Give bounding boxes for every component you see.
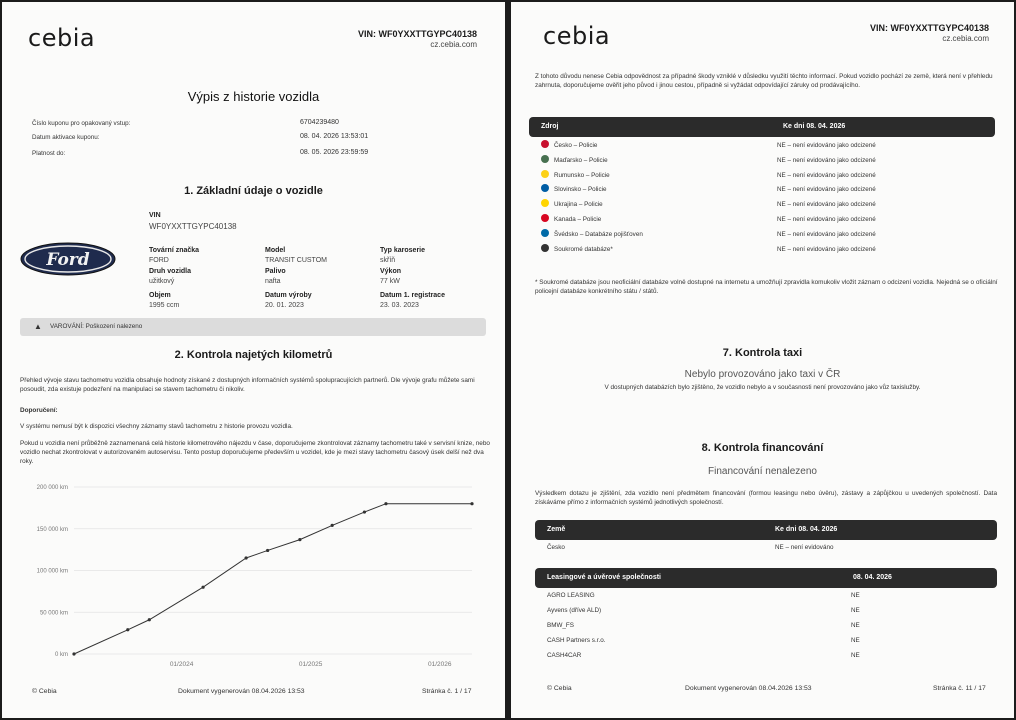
leasing-row-name: CASH4CAR: [547, 652, 582, 659]
footer-copyright: © Cebia: [547, 685, 572, 692]
spec-label: Druh vozidla: [149, 268, 192, 275]
country-row-name: Česko: [547, 544, 565, 551]
theft-row-source: [541, 154, 608, 168]
mileage-point: [72, 652, 75, 655]
theft-row-source-text: Maďarsko – Policie: [554, 156, 608, 164]
col-date: Ke dni 08. 04. 2026: [775, 526, 838, 533]
x-tick-label: 01/2025: [298, 661, 323, 668]
report-page-1: [2, 2, 505, 718]
mileage-intro: Přehled vývoje stavu tachometru vozidla obsahuje hodnoty získané z dostupných informačních systémů spolupracujících partnerů. Dle vývoje grafu můžete sami posoudit, zda existuje podezření na manipulaci se stavem tachometru či nikoliv.: [20, 377, 475, 393]
site-link[interactable]: cz.cebia.com: [942, 34, 989, 43]
mileage-point: [126, 628, 129, 631]
leasing-row-name: BMW_FS: [547, 622, 574, 629]
section-mileage: 2. Kontrola najetých kilometrů: [174, 349, 333, 361]
theft-row-status: NE – není evidováno jako odcizené: [777, 142, 876, 149]
country-table-header: [535, 520, 997, 540]
validity-label: Platnost do:: [32, 150, 66, 157]
footer-generated: Dokument vygenerován 08.04.2026 13:53: [178, 688, 305, 695]
spec-value: 77 kW: [380, 278, 400, 285]
spec-label: Datum výroby: [265, 292, 312, 299]
coupon-label: Číslo kuponu pro opakovaný vstup:: [32, 120, 131, 127]
spec-value: 20. 01. 2023: [265, 302, 304, 309]
spec-label: Tovární značka: [149, 247, 200, 254]
footer-page-number: Stránka č. 1 / 17: [422, 688, 472, 695]
coupon-value: 6704239480: [300, 119, 339, 126]
spec-value: 23. 03. 2023: [380, 302, 419, 309]
theft-row-source-text: Kanada – Policie: [554, 216, 602, 223]
mileage-point: [266, 549, 269, 552]
spec-label: Výkon: [380, 268, 402, 275]
spec-label: Objem: [149, 292, 171, 299]
col-country: Země: [547, 526, 566, 533]
theft-row-source-text: Švédsko – Databáze pojišťoven: [554, 230, 643, 238]
report-page-11: [511, 2, 1014, 718]
theft-row-status: NE – není evidováno jako odcizené: [777, 156, 876, 164]
activation-label: Datum aktivace kuponu:: [32, 134, 100, 141]
theft-row-status: NE – není evidováno jako odcizené: [777, 216, 876, 223]
theft-row-source: [541, 183, 607, 197]
site-link[interactable]: cz.cebia.com: [430, 40, 477, 49]
spec-value: skříň: [380, 257, 396, 264]
vin-header: [358, 29, 477, 49]
x-tick-label: 01/2026: [427, 661, 452, 668]
footer-generated: Dokument vygenerován 08.04.2026 13:53: [685, 685, 812, 692]
leasing-row-status: NE: [851, 592, 860, 599]
vin-label: VIN: [149, 212, 161, 219]
svg-text:Ford: Ford: [46, 250, 90, 270]
theft-row-source: [541, 213, 601, 227]
warning-text: VAROVÁNÍ: Poškození nalezeno: [50, 323, 143, 330]
theft-row-source-text: Slovinsko – Policie: [554, 186, 607, 194]
y-tick-label: 200 000 km: [36, 485, 68, 491]
country-row-status: NE – není evidováno: [775, 544, 834, 551]
taxi-text: V dostupných databázích bylo zjištěno, že vozidlo nebylo a v současnosti není provozováno jako vůz taxislužby.: [604, 384, 921, 391]
flag-icon: [541, 214, 549, 222]
col-source: Zdroj: [541, 123, 559, 130]
damage-warning-banner[interactable]: [20, 318, 486, 336]
theft-row-source-text: Rumunsko – Policie: [554, 171, 610, 179]
section-financing: 8. Kontrola financování: [701, 442, 824, 454]
leasing-row-status: NE: [851, 637, 860, 644]
spec-label: Palivo: [265, 268, 286, 275]
flag-icon: [541, 184, 549, 192]
vin-value: WF0YXXTTGYPC40138: [149, 222, 237, 231]
vin-header: [870, 23, 989, 43]
leasing-row-name: Ayvens (dříve ALD): [547, 607, 602, 614]
theft-row-source: [541, 139, 597, 153]
theft-row-status: NE – není evidováno jako odcizené: [777, 245, 876, 253]
activation-value: 08. 04. 2026 13:53:01: [300, 133, 369, 140]
theft-row-source: [541, 243, 613, 257]
validity-value: 08. 05. 2026 23:59:59: [300, 149, 369, 156]
theft-row-status: NE – není evidováno jako odcizené: [777, 171, 876, 179]
y-tick-label: 100 000 km: [36, 568, 68, 575]
mileage-point: [245, 556, 248, 559]
section-taxi: 7. Kontrola taxi: [722, 347, 803, 359]
flag-icon: [541, 199, 549, 207]
cebia-logo: cebia: [543, 22, 611, 50]
report-title: Výpis z historie vozidla: [187, 89, 320, 104]
spec-value: FORD: [149, 257, 169, 264]
financing-status: Financování nenalezeno: [708, 466, 817, 477]
mileage-chart: [2, 477, 505, 672]
theft-row-source-text: Soukromé databáze*: [554, 245, 613, 253]
leasing-row-status: NE: [851, 607, 860, 614]
spec-label: Datum 1. registrace: [380, 292, 445, 299]
spec-label: Typ karoserie: [380, 247, 426, 254]
mileage-point: [298, 538, 301, 541]
footer-page-number: Stránka č. 11 / 17: [933, 685, 986, 692]
theft-row-status: NE – není evidováno jako odcizené: [777, 186, 876, 194]
theft-row-source: [541, 169, 610, 183]
mileage-point: [331, 524, 334, 527]
spec-value: nafta: [265, 278, 281, 285]
col-company: Leasingové a úvěrové společnosti: [547, 574, 661, 581]
y-tick-label: 150 000 km: [36, 526, 68, 533]
theft-row-source-text: Česko – Policie: [554, 142, 598, 149]
financing-text: Výsledkem dotazu je zjištění, zda vozidlo není předmětem financování (formou leasingu nebo úvěru), zástavy a zápůjčkou u uvedených společností. Data získáváme přímo z informačních systémů jednotlivých společností.: [535, 490, 997, 506]
leasing-row-status: NE: [851, 652, 860, 659]
warning-icon: ▲: [34, 322, 42, 331]
mileage-point: [148, 618, 151, 621]
recommendation-label: Doporučení:: [20, 407, 58, 414]
vin-header-text: VIN: WF0YXXTTGYPC40138: [869, 23, 989, 33]
mileage-point: [384, 502, 387, 505]
spec-value: 1995 ccm: [149, 302, 180, 309]
y-tick-label: 50 000 km: [39, 610, 68, 617]
leasing-row-status: NE: [851, 622, 860, 629]
leasing-row-name: CASH Partners s.r.o.: [547, 637, 606, 644]
theft-row-source: [541, 228, 643, 242]
cebia-logo: cebia: [28, 24, 96, 52]
x-tick-label: 01/2024: [169, 661, 194, 668]
theft-row-status: NE – není evidováno jako odcizené: [777, 201, 876, 209]
leasing-table-header: [535, 568, 997, 588]
col-date: 08. 04. 2026: [853, 574, 892, 581]
theft-row-source-text: Ukrajina – Policie: [554, 201, 603, 209]
flag-icon: [541, 170, 549, 178]
ford-logo: [20, 242, 116, 276]
private-db-footnote: * Soukromé databáze jsou neoficiální databáze volně dostupné na internetu a umožňují zpravidla komukoliv vložit záznam o odcizení vozidla. Nejedná se o oficiální policejní databáze konkrétního státu / států.: [535, 279, 998, 295]
recommendation-detail: Pokud u vozidla není průběžně zaznamenaná celá historie kilometrového nájezdu v čase, doporučujeme zkontrolovat záznamy tachometru také v servisní knize, nebo vozidlo nechat zkontrolovat v autorizovaném autoservisu. Tento postup doporučujeme především u vozidel, kde je mezi stavy tachometru časový úsek delší než dva roky.: [20, 440, 490, 465]
mileage-point: [470, 502, 473, 505]
mileage-line: [74, 504, 472, 654]
spec-value: užitkový: [149, 278, 175, 285]
footer-copyright: © Cebia: [32, 688, 57, 695]
flag-icon: [541, 244, 549, 252]
taxi-status: Nebylo provozováno jako taxi v ČR: [684, 369, 841, 380]
mileage-point: [201, 586, 204, 589]
flag-icon: [541, 229, 549, 237]
spec-label: Model: [265, 247, 286, 254]
vin-header-text: VIN: WF0YXXTTGYPC40138: [357, 29, 477, 39]
recommendation-text: V systému nemusí být k dispozici všechny záznamy stavů tachometru z historie provozu vozidla.: [20, 423, 293, 430]
spec-value: TRANSIT CUSTOM: [265, 257, 327, 264]
flag-icon: [541, 140, 549, 148]
y-tick-label: 0 km: [54, 652, 68, 658]
theft-row-source: [541, 198, 603, 212]
theft-row-status: NE – není evidováno jako odcizené: [777, 230, 876, 238]
section-basic-info: 1. Základní údaje o vozidle: [184, 185, 323, 197]
leasing-row-name: AGRO LEASING: [547, 592, 595, 599]
col-date: Ke dni 08. 04. 2026: [783, 123, 846, 130]
theft-table-header: [529, 117, 995, 137]
theft-intro: Z tohoto důvodu nenese Cebia odpovědnost za případné škody vzniklé v důsledku využití těchto informací. Pokud vozidlo pochází ze země, která není v přehledu zahrnuta, doporučujeme ověřit jeho původ i jinou cestou, případně si vyžádat odpovídající záruky od prodávajícího.: [535, 73, 993, 89]
mileage-point: [363, 510, 366, 513]
flag-icon: [541, 155, 549, 163]
